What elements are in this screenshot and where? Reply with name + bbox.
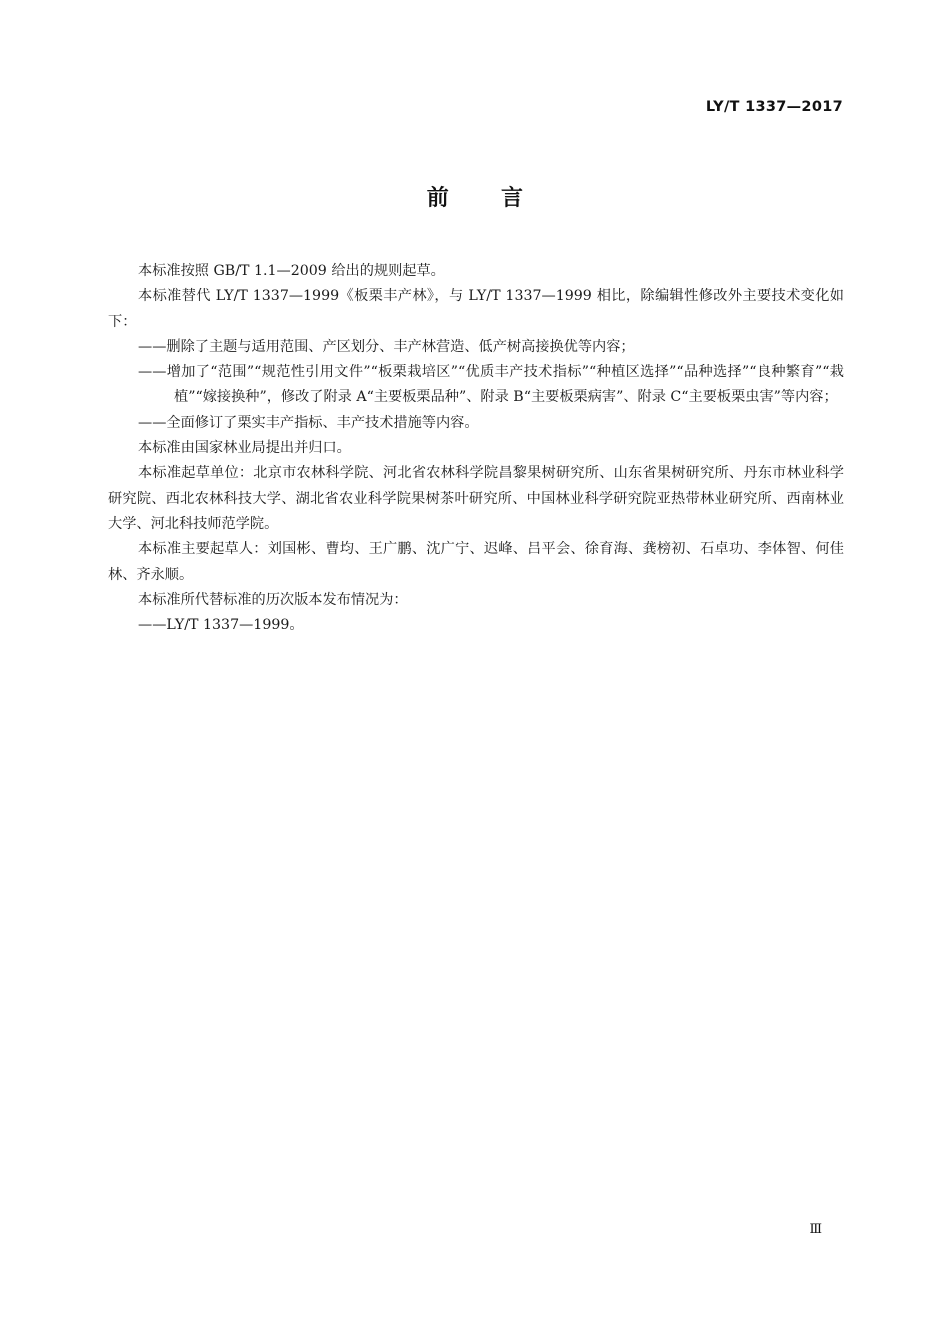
paragraph-replacement: 本标准替代 LY/T 1337—1999《板栗丰产林》，与 LY/T 1337—1999 相比，除编辑性修改外主要技术变化如下：: [108, 288, 844, 330]
title-part-1: 前: [426, 186, 449, 211]
history-item: ——LY/T 1337—1999。: [138, 617, 304, 634]
page-number: Ⅲ: [809, 1222, 822, 1237]
change-item-added: ——增加了“范围”“规范性引用文件”“板栗栽培区”“优质丰产技术指标”“种植区选择”“品种选择”“良种繁育”“栽植”“嫁接换种”，修改了附录 A“主要板栗品种”、附录 B“主要板栗病害”、附录 C“主要板栗虫害”等内容；: [138, 364, 844, 406]
paragraph-history: 本标准所代替标准的历次版本发布情况为：: [138, 591, 408, 608]
standard-code: LY/T 1337—2017: [705, 99, 843, 115]
page-title: [0, 181, 950, 212]
paragraph-drafting-units: 本标准起草单位：北京市农林科学院、河北省农林科学院昌黎果树研究所、山东省果树研究所、丹东市林业科学研究院、西北农林科技大学、湖北省农业科学院果树茶叶研究所、中国林业科学研究院亚热带林业研究所、西南林业大学、河北科技师范学院。: [108, 465, 844, 532]
paragraph-drafters: 本标准主要起草人：刘国彬、曹均、王广鹏、沈广宁、迟峰、吕平会、徐育海、龚榜初、石卓功、李体智、何佳林、齐永顺。: [108, 541, 844, 583]
change-item-deleted: ——删除了主题与适用范围、产区划分、丰产林营造、低产树高接换优等内容；: [138, 338, 635, 355]
paragraph-proposer: 本标准由国家林业局提出并归口。: [138, 440, 351, 457]
paragraph-drafting-rules: 本标准按照 GB/T 1.1—2009 给出的规则起草。: [138, 263, 445, 279]
title-part-2: 言: [501, 186, 524, 211]
foreword-body: [108, 259, 844, 638]
change-item-revised: ——全面修订了栗实丰产指标、丰产技术措施等内容。: [138, 414, 479, 431]
